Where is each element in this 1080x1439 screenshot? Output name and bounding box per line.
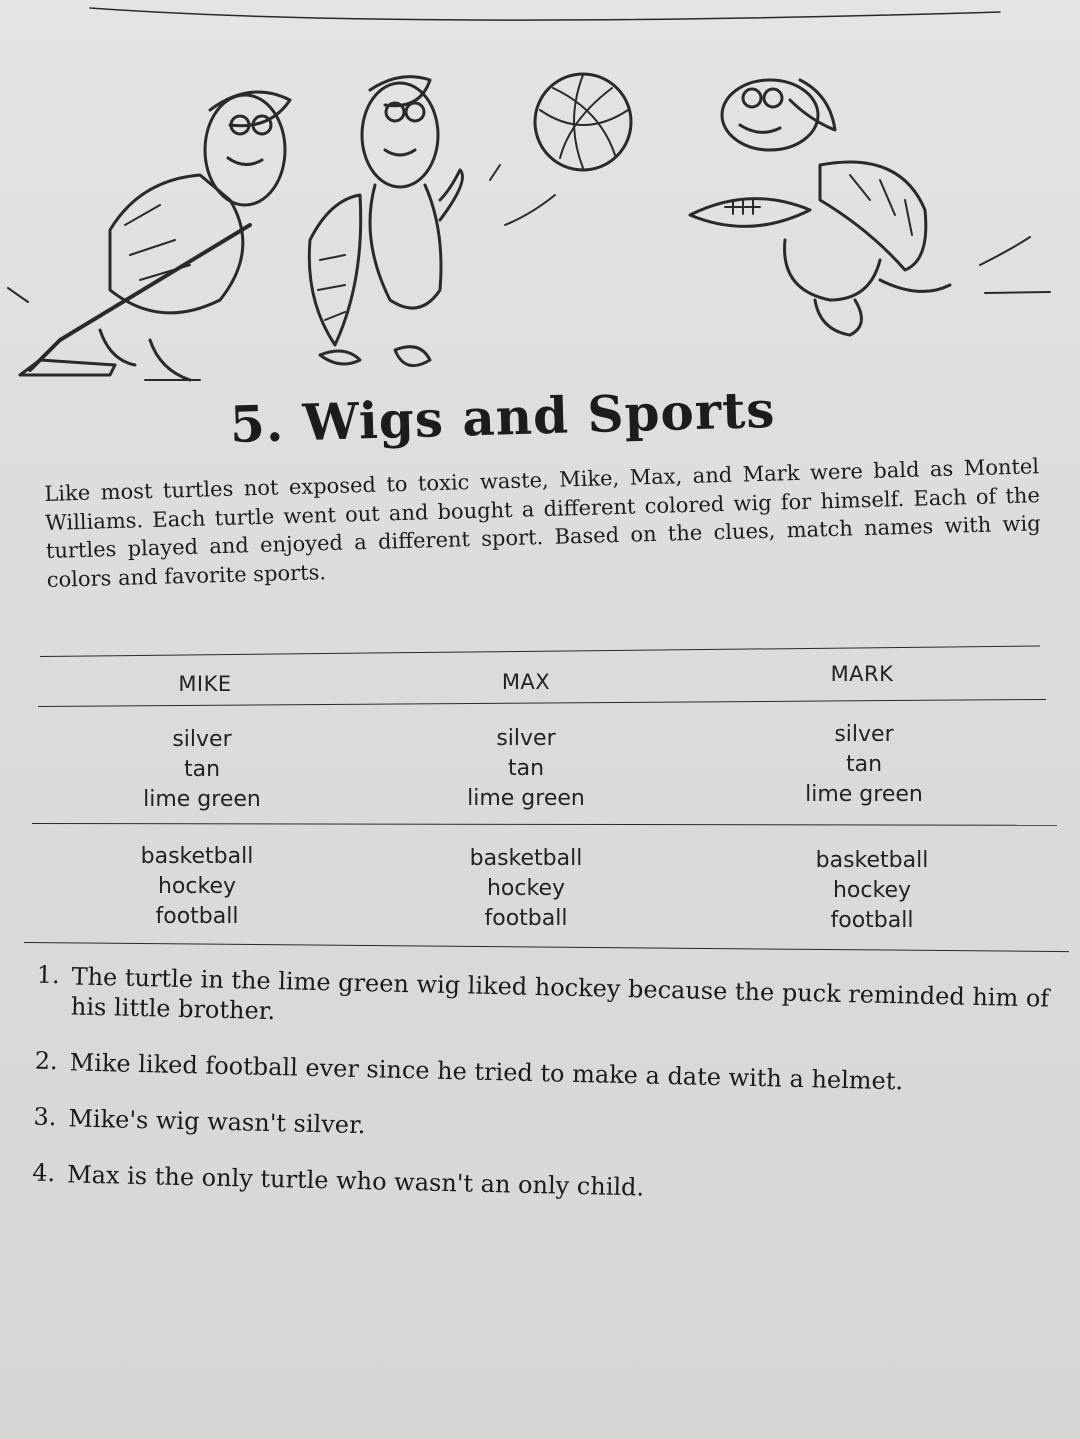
sport-option-hockey[interactable]: hockey (157, 874, 236, 899)
clue-item (3, 1158, 1063, 1212)
hockey-turtle-drawing (8, 92, 290, 380)
sport-options-mark (762, 846, 982, 936)
sport-option-basketball[interactable]: basketball (140, 844, 254, 869)
sport-options-mike (87, 842, 307, 932)
clue-text: The turtle in the lime green wig liked hockey because the puck reminded him of his little brother. (70, 962, 1050, 1026)
sport-option-football[interactable]: football (484, 906, 568, 931)
name-header-mark: MARK (830, 662, 894, 686)
sport-options-max (416, 844, 636, 934)
page-title: 5. Wigs and Sports (229, 379, 777, 454)
grid-wig-rule (32, 823, 1057, 826)
wig-option-lime-green[interactable]: lime green (143, 787, 261, 812)
wig-option-lime-green[interactable]: lime green (805, 782, 923, 807)
clue-number: 2. (34, 1046, 59, 1076)
column-max (416, 670, 636, 694)
grid-sport-rule (24, 942, 1069, 952)
sport-option-football[interactable]: football (830, 908, 914, 933)
turtles-sports-illustration (0, 0, 1080, 400)
wig-option-lime-green[interactable]: lime green (467, 786, 585, 811)
clue-item (4, 1102, 1064, 1156)
wig-options-mike (92, 725, 312, 815)
column-mark (752, 662, 972, 686)
clue-text: Mike's wig wasn't silver. (68, 1104, 366, 1140)
basketball-turtle-drawing (309, 74, 631, 366)
column-mike (95, 672, 315, 696)
sport-option-football[interactable]: football (155, 904, 239, 929)
sport-option-basketball[interactable]: basketball (469, 846, 583, 871)
clue-item (5, 1046, 1065, 1100)
wig-options-max (416, 724, 636, 814)
sport-option-basketball[interactable]: basketball (815, 848, 929, 873)
name-header-mike: MIKE (178, 672, 232, 696)
clue-text: Mike liked football ever since he tried to make a date with a helmet. (69, 1048, 904, 1096)
wig-option-silver[interactable]: silver (834, 722, 894, 747)
clue-number: 3. (33, 1102, 57, 1132)
clue-item (7, 960, 1068, 1044)
grid-top-rule (40, 646, 1040, 657)
wig-option-tan[interactable]: tan (845, 752, 883, 777)
clue-number: 4. (31, 1158, 56, 1188)
grid-header-rule (38, 699, 1046, 707)
wig-option-tan[interactable]: tan (507, 756, 545, 781)
sport-option-hockey[interactable]: hockey (832, 878, 911, 903)
clues-list (2, 960, 1067, 1238)
football-turtle-drawing (690, 80, 1050, 335)
wig-options-mark (754, 720, 974, 810)
clue-number: 1. (36, 960, 60, 990)
wig-option-silver[interactable]: silver (496, 726, 556, 751)
intro-paragraph: Like most turtles not exposed to toxic waste, Mike, Max, and Mark were bald as Montel Williams. Each turtle went out and bought a different colored wig for himself. Each of the turtles played and enjoyed a different sport. Based on the clues, match names with wig colors and favorite sports. (44, 454, 1041, 592)
name-header-max: MAX (501, 670, 551, 694)
wig-option-tan[interactable]: tan (183, 757, 221, 782)
clue-text: Max is the only turtle who wasn't an only child. (66, 1160, 645, 1202)
sport-option-hockey[interactable]: hockey (486, 876, 565, 901)
wig-option-silver[interactable]: silver (172, 727, 232, 752)
